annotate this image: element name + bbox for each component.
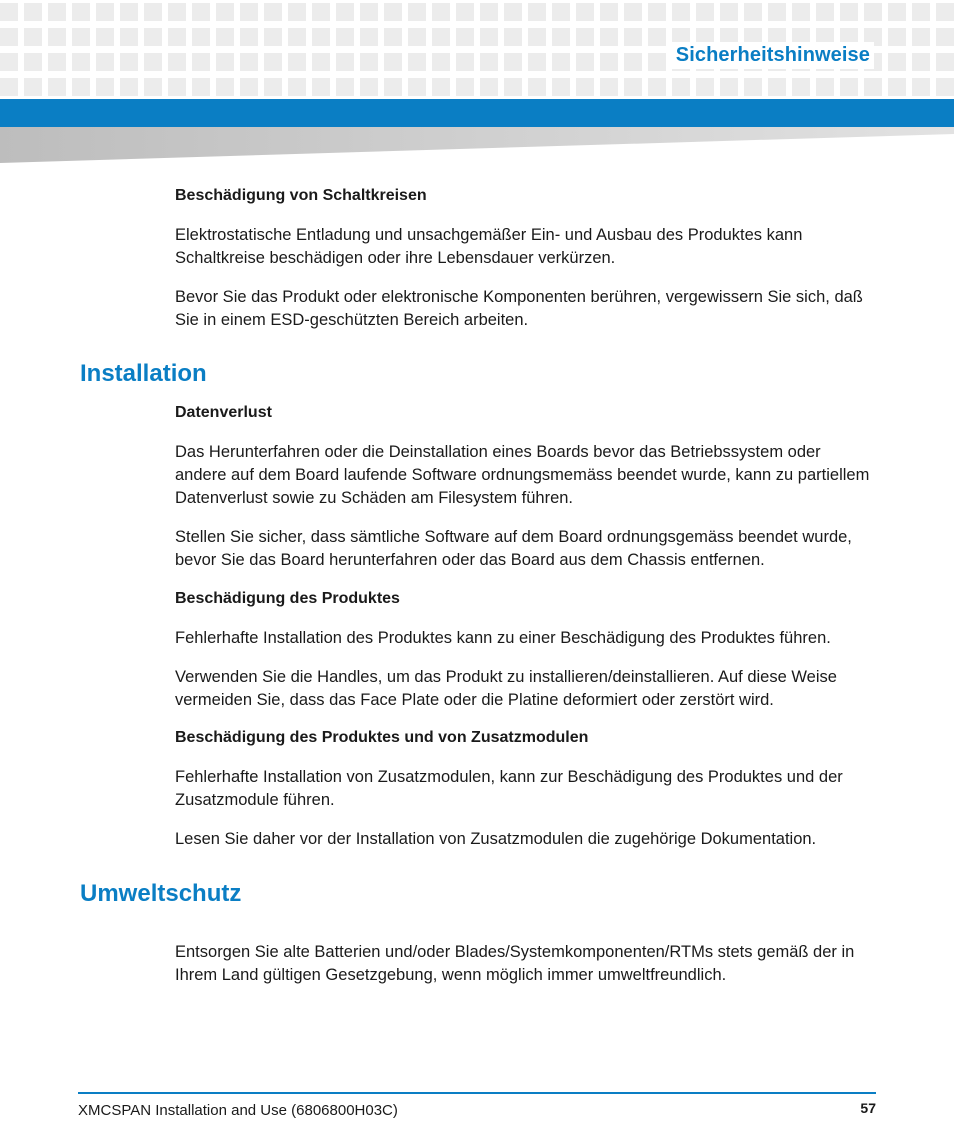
header-gray-wedge <box>0 127 954 163</box>
paragraph-product-1: Fehlerhafte Installation des Produktes kann zu einer Beschädigung des Produktes führen. <box>175 629 831 647</box>
paragraph-product-2: Verwenden Sie die Handles, um das Produkt zu installieren/deinstallieren. Auf diese Weise vermeiden Sie, dass das Face Plate oder die Platine deformiert oder zerstört wird. <box>175 668 837 709</box>
heading-circuit-damage: Beschädigung von Schaltkreisen <box>175 187 427 204</box>
paragraph-circuit-2: Bevor Sie das Produkt oder elektronische Komponenten berühren, vergewissern Sie sich, daß Sie in einem ESD-geschützten Bereich arbeiten. <box>175 288 863 329</box>
footer-document-title: XMCSPAN Installation and Use (6806800H03C) <box>78 1102 398 1119</box>
heading-module-damage: Beschädigung des Produktes und von Zusatzmodulen <box>175 729 589 746</box>
footer-rule <box>78 1092 876 1094</box>
paragraph-data-loss-1: Das Herunterfahren oder die Deinstallation eines Boards bevor das Betriebssystem oder andere auf dem Board laufende Software ordnungsmemäss beendet wurde, kann zu partiellem Datenverlust sowie zu Schäden am Filesystem führen. <box>175 443 870 507</box>
header-blue-bar <box>0 99 954 127</box>
paragraph-module-2: Lesen Sie daher vor der Installation von Zusatzmodulen die zugehörige Dokumentation. <box>175 830 817 848</box>
paragraph-environment-1: Entsorgen Sie alte Batterien und/oder Blades/Systemkomponenten/RTMs stets gemäß der in Ihrem Land gültigen Gesetzgebung, wenn möglich immer umweltfreundlich. <box>175 943 855 984</box>
heading-product-damage: Beschädigung des Produktes <box>175 590 400 607</box>
section-heading-installation: Installation <box>80 360 207 387</box>
paragraph-circuit-1: Elektrostatische Entladung und unsachgemäßer Ein- und Ausbau des Produktes kann Schaltkreise beschädigen oder ihre Lebensdauer verkürzen. <box>175 226 803 267</box>
section-title: Sicherheitshinweise <box>672 42 874 69</box>
footer-page-number: 57 <box>860 1100 876 1116</box>
paragraph-data-loss-2: Stellen Sie sicher, dass sämtliche Software auf dem Board ordnungsgemäss beendet wurde, bevor Sie das Board herunterfahren oder das Board aus dem Chassis entfernen. <box>175 528 852 569</box>
section-heading-environment: Umweltschutz <box>80 880 242 907</box>
paragraph-module-1: Fehlerhafte Installation von Zusatzmodulen, kann zur Beschädigung des Produktes und der Zusatzmodule führen. <box>175 768 843 809</box>
heading-data-loss: Datenverlust <box>175 404 272 421</box>
